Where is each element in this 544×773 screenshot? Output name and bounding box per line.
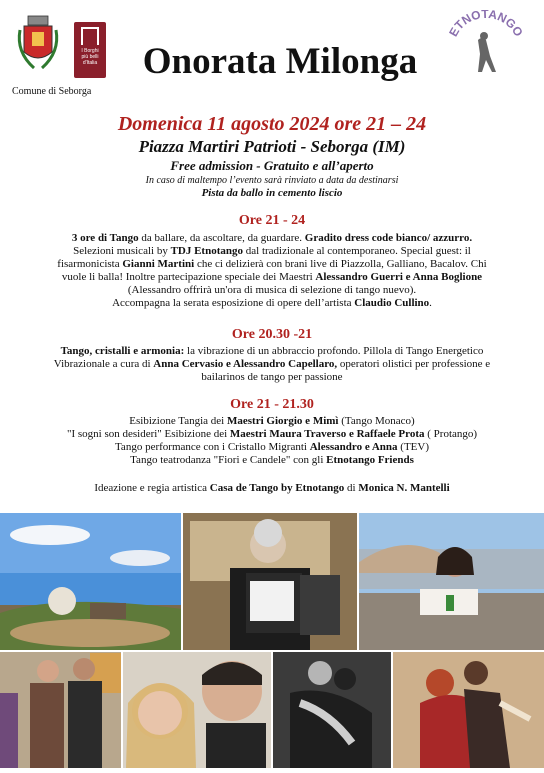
text-run: operatori olistici per professione e	[337, 358, 491, 371]
text-line	[34, 454, 510, 467]
event-venue: Piazza Martiri Patrioti - Seborga (IM)	[138, 137, 406, 156]
text-run: Alessandro Guerri e Anna Boglione	[315, 271, 483, 284]
text-run: Gianni Martini	[122, 258, 195, 271]
text-line	[34, 415, 510, 428]
text-run: Monica N. Mantelli	[358, 482, 450, 494]
text-run: Selezioni musicali by	[73, 245, 171, 258]
text-line	[34, 345, 510, 358]
text-run: Claudio Cullino	[354, 297, 430, 310]
comune-label: Comune di Seborga	[12, 86, 92, 97]
event-date: Domenica 11 agosto 2024 ore 21 – 24	[117, 113, 427, 135]
borghi-piu-belli-logo	[74, 22, 106, 78]
etnotango-logo-text: TNOTANG	[451, 10, 519, 33]
text-run: Tango teatrodanza "Fiori e Candele" con gli	[130, 454, 327, 467]
text-run: Vibrazionale a cura di	[53, 358, 154, 371]
text-run: Etnotango Friends	[326, 454, 414, 467]
photo-collage	[0, 513, 544, 768]
text-line	[34, 271, 510, 284]
borghi-line-2: più belli	[81, 54, 99, 60]
text-line	[34, 258, 510, 271]
section-3-body	[34, 415, 510, 467]
text-run: Tango performance con i Cristallo Migranti	[114, 441, 310, 454]
credits-line	[34, 482, 510, 495]
text-run: che ci delizierà con brani live di Piazzolla, Galliano, Bacalov. Chi	[194, 258, 487, 271]
admission-info: Free admission - Gratuito e all’aperto	[170, 158, 374, 173]
text-line	[34, 358, 510, 371]
seborga-landscape-photo	[0, 513, 182, 651]
section-2-body	[34, 345, 510, 384]
text-run: Maestri Maura Traverso e Raffaele Prota	[229, 428, 425, 441]
text-run: la vibrazione di un abbraccio profondo. Pillola di Tango Energetico	[184, 345, 484, 357]
section-3-title: Ore 21 - 21.30	[230, 397, 314, 412]
tango-embrace-photo	[272, 651, 392, 768]
text-line	[34, 441, 510, 454]
dance-floor-note: Pista da ballo in cemento liscio	[201, 187, 343, 199]
section-2-title: Ore 20.30 -21	[231, 327, 313, 342]
text-run: da ballare, da ascoltare, da guardare.	[138, 232, 305, 244]
borghi-line-1: I Borghi	[81, 48, 99, 54]
text-run: bailarinos de tango per passione	[201, 371, 343, 384]
text-line	[34, 428, 510, 441]
accordion-player-photo	[182, 513, 358, 651]
seborga-crest-icon	[14, 12, 62, 80]
text-run: (TEV)	[397, 441, 430, 454]
text-line	[34, 245, 510, 258]
text-run: fisarmonicista	[57, 258, 123, 271]
text-run: Alessandro e Anna	[309, 441, 398, 454]
text-run: di	[344, 482, 359, 494]
text-run: Tango, cristalli e armonia:	[60, 345, 185, 357]
couple-art-photo	[0, 651, 122, 768]
woman-seaside-photo	[358, 513, 544, 651]
weather-note: In caso di maltempo l’evento sarà rinviato a data da destinarsi	[145, 175, 399, 186]
text-line	[34, 232, 510, 245]
text-run: "I sogni son desideri" Esibizione dei	[66, 428, 230, 441]
text-run: ( Protango)	[424, 428, 478, 441]
text-run: vuole li balla! Inoltre partecipazione speciale dei Maestri	[61, 271, 316, 284]
section-1-title: Ore 21 - 24	[238, 213, 306, 228]
text-run: Gradito dress code bianco/ azzurro.	[304, 232, 473, 244]
text-run: Maestri Giorgio e Mimì	[226, 415, 339, 427]
couple-portrait-photo	[122, 651, 272, 768]
etnotango-logo	[448, 10, 524, 82]
borghi-line-3: d'Italia	[82, 60, 98, 66]
text-run: Anna Cervasio e Alessandro Capellaro,	[153, 358, 338, 371]
text-run: Accompagna la serata esposizione di opere dell’artista	[112, 297, 355, 310]
text-line	[34, 297, 510, 310]
text-line	[34, 371, 510, 384]
text-run: Ideazione e regia artistica	[94, 482, 210, 494]
text-run: Esibizione Tangia dei	[129, 415, 227, 427]
section-1-body	[34, 232, 510, 311]
text-line	[34, 284, 510, 297]
text-run: 3 ore di Tango	[71, 232, 139, 244]
text-run: .	[429, 297, 432, 310]
text-run: dal tradizionale al contemporaneo. Special guest: il	[243, 245, 471, 258]
text-run: Casa de Tango by Etnotango	[209, 482, 345, 494]
page-title: Onorata Milonga	[142, 41, 418, 82]
text-run: (Alessandro offrirà un'ora di musica di selezione di tango nuevo).	[127, 284, 417, 297]
text-run: TDJ Etnotango	[170, 245, 243, 258]
tango-painting	[392, 651, 544, 768]
text-run: (Tango Monaco)	[338, 415, 415, 427]
